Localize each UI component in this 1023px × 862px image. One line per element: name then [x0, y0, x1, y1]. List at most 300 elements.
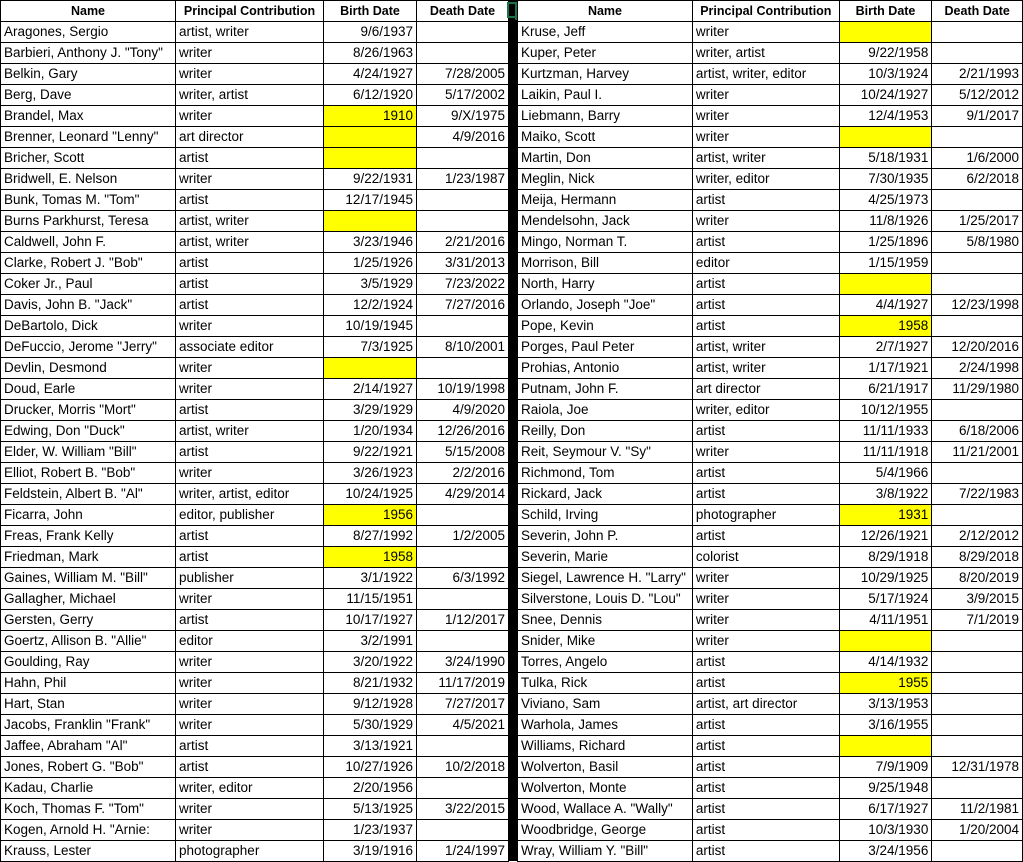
contribution-cell[interactable]: writer, editor — [692, 169, 839, 190]
name-cell[interactable]: Kuper, Peter — [518, 43, 693, 64]
contribution-cell[interactable]: associate editor — [176, 337, 324, 358]
birth-date-cell[interactable]: 2/14/1927 — [324, 379, 417, 400]
birth-date-cell[interactable]: 3/13/1921 — [324, 736, 417, 757]
contribution-cell[interactable]: writer — [692, 589, 839, 610]
death-date-cell[interactable]: 2/2/2016 — [417, 463, 509, 484]
death-date-cell[interactable] — [932, 253, 1023, 274]
name-cell[interactable]: Berg, Dave — [1, 85, 176, 106]
death-date-cell[interactable] — [417, 505, 509, 526]
name-cell[interactable]: Mendelsohn, Jack — [518, 211, 693, 232]
contribution-cell[interactable]: writer — [176, 589, 324, 610]
death-date-cell[interactable]: 5/17/2002 — [417, 85, 509, 106]
contribution-cell[interactable]: writer — [176, 169, 324, 190]
death-date-cell[interactable]: 11/21/2001 — [932, 442, 1023, 463]
contribution-cell[interactable]: artist — [692, 841, 839, 862]
death-date-cell[interactable]: 5/12/2012 — [932, 85, 1023, 106]
death-date-cell[interactable]: 10/2/2018 — [417, 757, 509, 778]
name-cell[interactable]: Brenner, Leonard "Lenny" — [1, 127, 176, 148]
death-date-cell[interactable] — [932, 841, 1023, 862]
death-date-cell[interactable]: 1/23/1987 — [417, 169, 509, 190]
birth-date-cell[interactable]: 8/29/1918 — [839, 547, 932, 568]
birth-date-cell[interactable]: 1/23/1937 — [324, 820, 417, 841]
name-cell[interactable]: Elliot, Robert B. "Bob" — [1, 463, 176, 484]
contribution-cell[interactable]: editor — [176, 631, 324, 652]
birth-date-cell[interactable]: 4/25/1973 — [839, 190, 932, 211]
birth-date-cell[interactable]: 9/22/1921 — [324, 442, 417, 463]
header-birth-date[interactable]: Birth Date — [324, 1, 417, 22]
name-cell[interactable]: Belkin, Gary — [1, 64, 176, 85]
birth-date-cell[interactable]: 3/2/1991 — [324, 631, 417, 652]
name-cell[interactable]: Warhola, James — [518, 715, 693, 736]
birth-date-cell[interactable]: 10/3/1930 — [839, 820, 932, 841]
name-cell[interactable]: DeFuccio, Jerome "Jerry" — [1, 337, 176, 358]
death-date-cell[interactable]: 2/21/2016 — [417, 232, 509, 253]
death-date-cell[interactable]: 1/20/2004 — [932, 820, 1023, 841]
contribution-cell[interactable]: writer — [176, 715, 324, 736]
contribution-cell[interactable]: artist — [176, 526, 324, 547]
death-date-cell[interactable]: 2/21/1993 — [932, 64, 1023, 85]
birth-date-cell[interactable]: 6/17/1927 — [839, 799, 932, 820]
birth-date-cell[interactable] — [324, 211, 417, 232]
death-date-cell[interactable] — [417, 211, 509, 232]
name-cell[interactable]: Laikin, Paul I. — [518, 85, 693, 106]
contribution-cell[interactable]: writer — [692, 22, 839, 43]
name-cell[interactable]: Mingo, Norman T. — [518, 232, 693, 253]
birth-date-cell[interactable]: 9/6/1937 — [324, 22, 417, 43]
birth-date-cell[interactable]: 10/12/1955 — [839, 400, 932, 421]
death-date-cell[interactable]: 2/24/1998 — [932, 358, 1023, 379]
death-date-cell[interactable]: 8/10/2001 — [417, 337, 509, 358]
contribution-cell[interactable]: artist — [692, 799, 839, 820]
death-date-cell[interactable]: 1/25/2017 — [932, 211, 1023, 232]
name-cell[interactable]: Richmond, Tom — [518, 463, 693, 484]
birth-date-cell[interactable]: 8/26/1963 — [324, 43, 417, 64]
death-date-cell[interactable]: 3/31/2013 — [417, 253, 509, 274]
name-cell[interactable]: Severin, Marie — [518, 547, 693, 568]
birth-date-cell[interactable]: 3/20/1922 — [324, 652, 417, 673]
contribution-cell[interactable]: writer — [692, 106, 839, 127]
name-cell[interactable]: Elder, W. William "Bill" — [1, 442, 176, 463]
birth-date-cell[interactable]: 3/8/1922 — [839, 484, 932, 505]
name-cell[interactable]: Liebmann, Barry — [518, 106, 693, 127]
header-name[interactable]: Name — [1, 1, 176, 22]
death-date-cell[interactable] — [932, 274, 1023, 295]
death-date-cell[interactable]: 9/X/1975 — [417, 106, 509, 127]
birth-date-cell[interactable]: 2/7/1927 — [839, 337, 932, 358]
birth-date-cell[interactable] — [839, 274, 932, 295]
name-cell[interactable]: Meglin, Nick — [518, 169, 693, 190]
contribution-cell[interactable]: artist — [176, 547, 324, 568]
birth-date-cell[interactable]: 3/1/1922 — [324, 568, 417, 589]
contribution-cell[interactable]: artist — [692, 295, 839, 316]
header-name[interactable]: Name — [518, 1, 693, 22]
birth-date-cell[interactable]: 4/24/1927 — [324, 64, 417, 85]
death-date-cell[interactable]: 12/20/2016 — [932, 337, 1023, 358]
birth-date-cell[interactable]: 1955 — [839, 673, 932, 694]
contribution-cell[interactable]: artist — [692, 652, 839, 673]
name-cell[interactable]: Martin, Don — [518, 148, 693, 169]
death-date-cell[interactable]: 8/20/2019 — [932, 568, 1023, 589]
death-date-cell[interactable]: 1/2/2005 — [417, 526, 509, 547]
birth-date-cell[interactable]: 10/19/1945 — [324, 316, 417, 337]
name-cell[interactable]: Putnam, John F. — [518, 379, 693, 400]
death-date-cell[interactable]: 6/3/1992 — [417, 568, 509, 589]
contribution-cell[interactable]: colorist — [692, 547, 839, 568]
contribution-cell[interactable]: artist — [692, 232, 839, 253]
birth-date-cell[interactable]: 6/21/1917 — [839, 379, 932, 400]
birth-date-cell[interactable]: 3/29/1929 — [324, 400, 417, 421]
name-cell[interactable]: Freas, Frank Kelly — [1, 526, 176, 547]
death-date-cell[interactable]: 4/5/2021 — [417, 715, 509, 736]
contribution-cell[interactable]: artist, writer — [176, 22, 324, 43]
name-cell[interactable]: Raiola, Joe — [518, 400, 693, 421]
name-cell[interactable]: Bricher, Scott — [1, 148, 176, 169]
birth-date-cell[interactable]: 12/17/1945 — [324, 190, 417, 211]
death-date-cell[interactable]: 1/6/2000 — [932, 148, 1023, 169]
birth-date-cell[interactable]: 3/19/1916 — [324, 841, 417, 862]
contribution-cell[interactable]: writer, artist, editor — [176, 484, 324, 505]
name-cell[interactable]: Kadau, Charlie — [1, 778, 176, 799]
birth-date-cell[interactable]: 7/30/1935 — [839, 169, 932, 190]
birth-date-cell[interactable]: 6/12/1920 — [324, 85, 417, 106]
contribution-cell[interactable]: publisher — [176, 568, 324, 589]
contribution-cell[interactable]: writer — [692, 211, 839, 232]
birth-date-cell[interactable] — [839, 631, 932, 652]
death-date-cell[interactable] — [932, 736, 1023, 757]
death-date-cell[interactable] — [932, 190, 1023, 211]
contribution-cell[interactable]: artist — [692, 421, 839, 442]
death-date-cell[interactable]: 3/24/1990 — [417, 652, 509, 673]
death-date-cell[interactable]: 1/24/1997 — [417, 841, 509, 862]
header-birth-date[interactable]: Birth Date — [839, 1, 932, 22]
name-cell[interactable]: Morrison, Bill — [518, 253, 693, 274]
birth-date-cell[interactable]: 5/18/1931 — [839, 148, 932, 169]
contribution-cell[interactable]: artist — [692, 778, 839, 799]
birth-date-cell[interactable]: 1/25/1926 — [324, 253, 417, 274]
death-date-cell[interactable] — [932, 127, 1023, 148]
birth-date-cell[interactable]: 3/16/1955 — [839, 715, 932, 736]
contribution-cell[interactable]: artist — [176, 274, 324, 295]
death-date-cell[interactable]: 7/23/2022 — [417, 274, 509, 295]
name-cell[interactable]: Koch, Thomas F. "Tom" — [1, 799, 176, 820]
name-cell[interactable]: Kurtzman, Harvey — [518, 64, 693, 85]
contribution-cell[interactable]: artist — [692, 274, 839, 295]
death-date-cell[interactable] — [932, 505, 1023, 526]
contribution-cell[interactable]: artist, writer — [692, 337, 839, 358]
contribution-cell[interactable]: writer — [176, 799, 324, 820]
death-date-cell[interactable] — [932, 673, 1023, 694]
name-cell[interactable]: Tulka, Rick — [518, 673, 693, 694]
birth-date-cell[interactable]: 1931 — [839, 505, 932, 526]
death-date-cell[interactable] — [932, 22, 1023, 43]
contribution-cell[interactable]: artist — [176, 190, 324, 211]
name-cell[interactable]: Kruse, Jeff — [518, 22, 693, 43]
death-date-cell[interactable] — [932, 43, 1023, 64]
name-cell[interactable]: Hahn, Phil — [1, 673, 176, 694]
contribution-cell[interactable]: artist — [692, 757, 839, 778]
contribution-cell[interactable]: writer, artist — [176, 85, 324, 106]
birth-date-cell[interactable] — [839, 736, 932, 757]
contribution-cell[interactable]: artist — [692, 463, 839, 484]
name-cell[interactable]: Clarke, Robert J. "Bob" — [1, 253, 176, 274]
contribution-cell[interactable]: writer — [176, 43, 324, 64]
birth-date-cell[interactable] — [324, 127, 417, 148]
death-date-cell[interactable] — [932, 400, 1023, 421]
contribution-cell[interactable]: writer — [176, 673, 324, 694]
death-date-cell[interactable]: 9/1/2017 — [932, 106, 1023, 127]
contribution-cell[interactable]: writer — [176, 316, 324, 337]
header-contribution[interactable]: Principal Contribution — [176, 1, 324, 22]
name-cell[interactable]: Porges, Paul Peter — [518, 337, 693, 358]
name-cell[interactable]: Silverstone, Louis D. "Lou" — [518, 589, 693, 610]
birth-date-cell[interactable]: 9/22/1931 — [324, 169, 417, 190]
death-date-cell[interactable]: 7/1/2019 — [932, 610, 1023, 631]
contribution-cell[interactable]: writer — [692, 85, 839, 106]
contribution-cell[interactable]: artist — [692, 820, 839, 841]
birth-date-cell[interactable]: 11/11/1918 — [839, 442, 932, 463]
birth-date-cell[interactable]: 5/30/1929 — [324, 715, 417, 736]
contribution-cell[interactable]: art director — [692, 379, 839, 400]
contribution-cell[interactable]: artist — [692, 715, 839, 736]
death-date-cell[interactable]: 11/29/1980 — [932, 379, 1023, 400]
name-cell[interactable]: Barbieri, Anthony J. "Tony" — [1, 43, 176, 64]
header-death-date[interactable]: Death Date — [417, 1, 509, 22]
birth-date-cell[interactable] — [839, 22, 932, 43]
name-cell[interactable]: Brandel, Max — [1, 106, 176, 127]
name-cell[interactable]: Feldstein, Albert B. "Al" — [1, 484, 176, 505]
birth-date-cell[interactable]: 5/4/1966 — [839, 463, 932, 484]
birth-date-cell[interactable]: 1958 — [839, 316, 932, 337]
name-cell[interactable]: Jaffee, Abraham "Al" — [1, 736, 176, 757]
death-date-cell[interactable] — [932, 463, 1023, 484]
death-date-cell[interactable]: 5/8/1980 — [932, 232, 1023, 253]
death-date-cell[interactable]: 8/29/2018 — [932, 547, 1023, 568]
death-date-cell[interactable]: 3/22/2015 — [417, 799, 509, 820]
death-date-cell[interactable] — [932, 715, 1023, 736]
birth-date-cell[interactable]: 4/11/1951 — [839, 610, 932, 631]
birth-date-cell[interactable]: 1910 — [324, 106, 417, 127]
name-cell[interactable]: Gaines, William M. "Bill" — [1, 568, 176, 589]
name-cell[interactable]: Wolverton, Basil — [518, 757, 693, 778]
contribution-cell[interactable]: artist — [176, 400, 324, 421]
death-date-cell[interactable]: 6/18/2006 — [932, 421, 1023, 442]
contribution-cell[interactable]: writer — [692, 568, 839, 589]
birth-date-cell[interactable]: 10/17/1927 — [324, 610, 417, 631]
death-date-cell[interactable] — [417, 631, 509, 652]
name-cell[interactable]: Burns Parkhurst, Teresa — [1, 211, 176, 232]
name-cell[interactable]: Williams, Richard — [518, 736, 693, 757]
contribution-cell[interactable]: artist — [692, 190, 839, 211]
name-cell[interactable]: Krauss, Lester — [1, 841, 176, 862]
name-cell[interactable]: Goertz, Allison B. "Allie" — [1, 631, 176, 652]
birth-date-cell[interactable]: 5/17/1924 — [839, 589, 932, 610]
name-cell[interactable]: DeBartolo, Dick — [1, 316, 176, 337]
death-date-cell[interactable] — [932, 778, 1023, 799]
death-date-cell[interactable]: 7/28/2005 — [417, 64, 509, 85]
birth-date-cell[interactable]: 8/21/1932 — [324, 673, 417, 694]
birth-date-cell[interactable]: 12/26/1921 — [839, 526, 932, 547]
contribution-cell[interactable]: artist, writer — [176, 232, 324, 253]
name-cell[interactable]: Meija, Hermann — [518, 190, 693, 211]
name-cell[interactable]: Bunk, Tomas M. "Tom" — [1, 190, 176, 211]
birth-date-cell[interactable]: 8/27/1992 — [324, 526, 417, 547]
death-date-cell[interactable] — [932, 652, 1023, 673]
contribution-cell[interactable]: artist — [692, 526, 839, 547]
birth-date-cell[interactable]: 9/25/1948 — [839, 778, 932, 799]
death-date-cell[interactable]: 2/12/2012 — [932, 526, 1023, 547]
contribution-cell[interactable]: writer, editor — [176, 778, 324, 799]
birth-date-cell[interactable] — [839, 127, 932, 148]
contribution-cell[interactable]: writer, artist — [692, 43, 839, 64]
birth-date-cell[interactable]: 12/4/1953 — [839, 106, 932, 127]
name-cell[interactable]: Pope, Kevin — [518, 316, 693, 337]
contribution-cell[interactable]: artist — [692, 316, 839, 337]
contribution-cell[interactable]: editor — [692, 253, 839, 274]
contribution-cell[interactable]: artist — [176, 253, 324, 274]
death-date-cell[interactable]: 11/2/1981 — [932, 799, 1023, 820]
birth-date-cell[interactable]: 11/15/1951 — [324, 589, 417, 610]
death-date-cell[interactable] — [417, 22, 509, 43]
name-cell[interactable]: Wood, Wallace A. "Wally" — [518, 799, 693, 820]
death-date-cell[interactable]: 4/9/2016 — [417, 127, 509, 148]
contribution-cell[interactable]: writer — [692, 610, 839, 631]
death-date-cell[interactable] — [417, 820, 509, 841]
contribution-cell[interactable]: artist — [176, 442, 324, 463]
name-cell[interactable]: Torres, Angelo — [518, 652, 693, 673]
name-cell[interactable]: North, Harry — [518, 274, 693, 295]
name-cell[interactable]: Goulding, Ray — [1, 652, 176, 673]
birth-date-cell[interactable]: 3/26/1923 — [324, 463, 417, 484]
contribution-cell[interactable]: writer — [692, 442, 839, 463]
contribution-cell[interactable]: writer — [176, 652, 324, 673]
contribution-cell[interactable]: photographer — [176, 841, 324, 862]
birth-date-cell[interactable]: 1/25/1896 — [839, 232, 932, 253]
death-date-cell[interactable]: 5/15/2008 — [417, 442, 509, 463]
name-cell[interactable]: Jacobs, Franklin "Frank" — [1, 715, 176, 736]
contribution-cell[interactable]: artist, writer — [692, 148, 839, 169]
death-date-cell[interactable] — [417, 736, 509, 757]
name-cell[interactable]: Bridwell, E. Nelson — [1, 169, 176, 190]
death-date-cell[interactable] — [417, 358, 509, 379]
contribution-cell[interactable]: writer — [176, 463, 324, 484]
name-cell[interactable]: Siegel, Lawrence H. "Larry" — [518, 568, 693, 589]
contribution-cell[interactable]: writer — [176, 379, 324, 400]
name-cell[interactable]: Severin, John P. — [518, 526, 693, 547]
contribution-cell[interactable]: artist — [176, 757, 324, 778]
birth-date-cell[interactable]: 1/17/1921 — [839, 358, 932, 379]
death-date-cell[interactable]: 7/27/2016 — [417, 295, 509, 316]
name-cell[interactable]: Gallagher, Michael — [1, 589, 176, 610]
contribution-cell[interactable]: artist — [176, 148, 324, 169]
death-date-cell[interactable] — [932, 316, 1023, 337]
contribution-cell[interactable]: writer — [692, 631, 839, 652]
birth-date-cell[interactable]: 9/22/1958 — [839, 43, 932, 64]
death-date-cell[interactable] — [417, 190, 509, 211]
name-cell[interactable]: Maiko, Scott — [518, 127, 693, 148]
contribution-cell[interactable]: artist — [692, 736, 839, 757]
name-cell[interactable]: Edwing, Don "Duck" — [1, 421, 176, 442]
name-cell[interactable]: Aragones, Sergio — [1, 22, 176, 43]
death-date-cell[interactable] — [417, 316, 509, 337]
birth-date-cell[interactable]: 10/24/1925 — [324, 484, 417, 505]
name-cell[interactable]: Viviano, Sam — [518, 694, 693, 715]
birth-date-cell[interactable] — [324, 148, 417, 169]
contribution-cell[interactable]: writer — [176, 358, 324, 379]
death-date-cell[interactable] — [932, 694, 1023, 715]
birth-date-cell[interactable]: 3/23/1946 — [324, 232, 417, 253]
death-date-cell[interactable]: 11/17/2019 — [417, 673, 509, 694]
birth-date-cell[interactable]: 12/2/1924 — [324, 295, 417, 316]
contribution-cell[interactable]: writer — [176, 64, 324, 85]
birth-date-cell[interactable]: 11/11/1933 — [839, 421, 932, 442]
name-cell[interactable]: Wolverton, Monte — [518, 778, 693, 799]
contribution-cell[interactable]: artist — [176, 295, 324, 316]
death-date-cell[interactable]: 10/19/1998 — [417, 379, 509, 400]
death-date-cell[interactable]: 12/31/1978 — [932, 757, 1023, 778]
contribution-cell[interactable]: artist, writer, editor — [692, 64, 839, 85]
contribution-cell[interactable]: artist, writer — [176, 421, 324, 442]
contribution-cell[interactable]: artist, writer — [692, 358, 839, 379]
name-cell[interactable]: Doud, Earle — [1, 379, 176, 400]
contribution-cell[interactable]: writer — [692, 127, 839, 148]
death-date-cell[interactable]: 7/27/2017 — [417, 694, 509, 715]
death-date-cell[interactable]: 4/29/2014 — [417, 484, 509, 505]
name-cell[interactable]: Reit, Seymour V. "Sy" — [518, 442, 693, 463]
birth-date-cell[interactable]: 9/12/1928 — [324, 694, 417, 715]
name-cell[interactable]: Davis, John B. "Jack" — [1, 295, 176, 316]
contribution-cell[interactable]: artist, writer — [176, 211, 324, 232]
contribution-cell[interactable]: photographer — [692, 505, 839, 526]
birth-date-cell[interactable]: 10/29/1925 — [839, 568, 932, 589]
death-date-cell[interactable]: 1/12/2017 — [417, 610, 509, 631]
name-cell[interactable]: Snider, Mike — [518, 631, 693, 652]
birth-date-cell[interactable]: 1956 — [324, 505, 417, 526]
contribution-cell[interactable]: artist — [692, 673, 839, 694]
selected-cell[interactable] — [507, 2, 517, 18]
name-cell[interactable]: Friedman, Mark — [1, 547, 176, 568]
contribution-cell[interactable]: writer — [176, 820, 324, 841]
name-cell[interactable]: Drucker, Morris "Mort" — [1, 400, 176, 421]
name-cell[interactable]: Orlando, Joseph "Joe" — [518, 295, 693, 316]
birth-date-cell[interactable]: 4/4/1927 — [839, 295, 932, 316]
death-date-cell[interactable] — [932, 631, 1023, 652]
name-cell[interactable]: Gersten, Gerry — [1, 610, 176, 631]
birth-date-cell[interactable]: 3/13/1953 — [839, 694, 932, 715]
death-date-cell[interactable]: 3/9/2015 — [932, 589, 1023, 610]
death-date-cell[interactable]: 12/26/2016 — [417, 421, 509, 442]
birth-date-cell[interactable]: 3/24/1956 — [839, 841, 932, 862]
name-cell[interactable]: Devlin, Desmond — [1, 358, 176, 379]
name-cell[interactable]: Woodbridge, George — [518, 820, 693, 841]
death-date-cell[interactable]: 4/9/2020 — [417, 400, 509, 421]
birth-date-cell[interactable]: 10/27/1926 — [324, 757, 417, 778]
contribution-cell[interactable]: artist — [176, 610, 324, 631]
death-date-cell[interactable]: 12/23/1998 — [932, 295, 1023, 316]
name-cell[interactable]: Coker Jr., Paul — [1, 274, 176, 295]
death-date-cell[interactable]: 6/2/2018 — [932, 169, 1023, 190]
contribution-cell[interactable]: art director — [176, 127, 324, 148]
name-cell[interactable]: Caldwell, John F. — [1, 232, 176, 253]
birth-date-cell[interactable]: 4/14/1932 — [839, 652, 932, 673]
birth-date-cell[interactable]: 5/13/1925 — [324, 799, 417, 820]
birth-date-cell[interactable]: 7/3/1925 — [324, 337, 417, 358]
birth-date-cell[interactable]: 2/20/1956 — [324, 778, 417, 799]
birth-date-cell[interactable]: 1/15/1959 — [839, 253, 932, 274]
death-date-cell[interactable] — [417, 148, 509, 169]
contribution-cell[interactable]: writer — [176, 694, 324, 715]
name-cell[interactable]: Kogen, Arnold H. "Arnie: — [1, 820, 176, 841]
name-cell[interactable]: Prohias, Antonio — [518, 358, 693, 379]
